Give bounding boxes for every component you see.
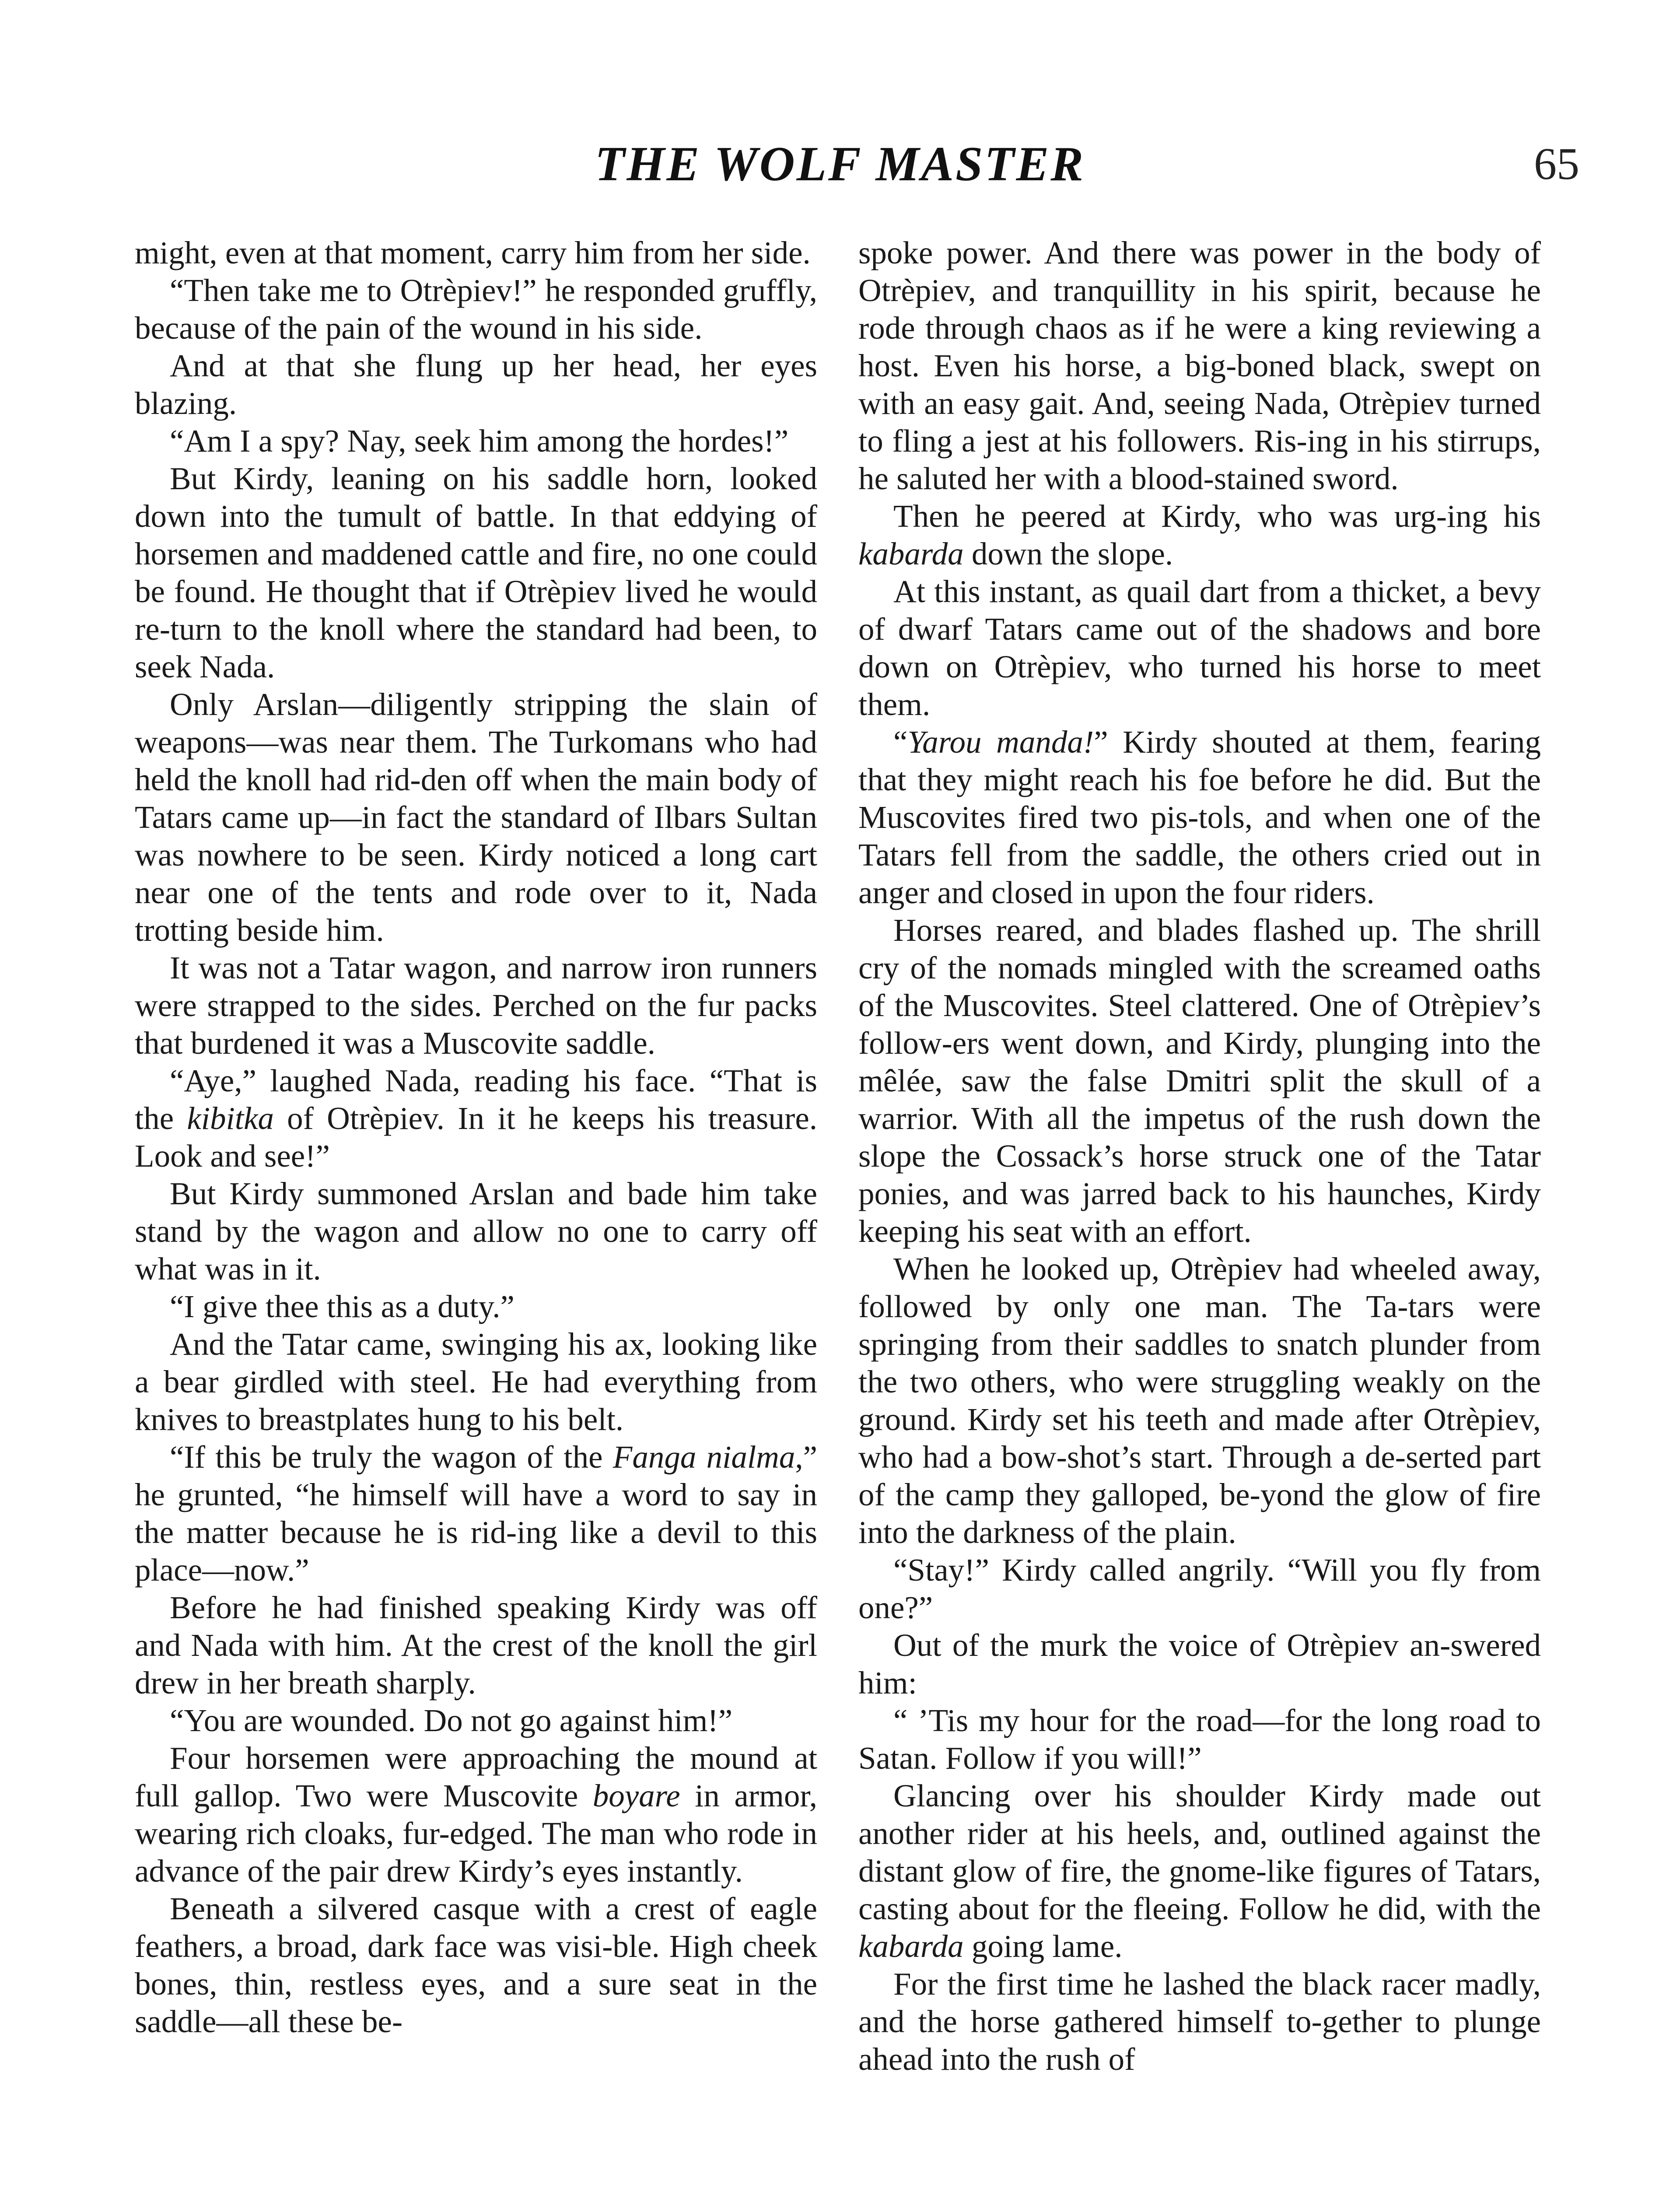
paragraph: Out of the murk the voice of Otrèpiev an-swered him: (858, 1627, 1541, 1701)
paragraph: Before he had finished speaking Kirdy was off and Nada with him. At the crest of the knoll the girl drew in her breath sharply. (135, 1590, 817, 1701)
paragraph: might, even at that moment, carry him from her side. (135, 235, 811, 270)
paragraph (858, 1777, 1541, 1965)
text-run: Four horsemen were approaching the mound at full gallop. Two were Muscovite (135, 1740, 817, 1813)
paragraph (858, 498, 1541, 573)
italic-term: kibitka (187, 1101, 274, 1136)
italic-term: kabarda (858, 1929, 964, 1964)
paragraph (858, 723, 1541, 912)
text-run: “Aye,” laughed Nada, reading his face. “That is the (135, 1063, 817, 1136)
text-run: in armor, wearing rich cloaks, fur-edged. The man who rode in advance of the pair drew Kirdy’s eyes instantly. (135, 1778, 817, 1889)
paragraph: But Kirdy, leaning on his saddle horn, looked down into the tumult of battle. In that eddying of horsemen and maddened cattle and fire, no one could be found. He thought that if Otrèpiev lived he would re-turn to the knoll where the standard had been, to seek Nada. (135, 461, 817, 684)
text-run: Glancing over his shoulder Kirdy made out another rider at his heels, and, outlined against the distant glow of fire, the gnome-like figures of Tatars, casting about for the fleeing. Follow he did, with the (858, 1778, 1541, 1926)
paragraph: Horses reared, and blades flashed up. The shrill cry of the nomads mingled with the screamed oaths of the Muscovites. Steel clattered. One of Otrèpiev’s follow-ers went down, and Kirdy, plunging into the mêlée, saw the false Dmitri split the skull of a warrior. With all the impetus of the rush down the slope the Cossack’s horse struck one of the Tatar ponies, and was jarred back to his haunches, Kirdy keeping his seat with an effort. (858, 912, 1541, 1249)
paragraph (135, 1438, 817, 1589)
paragraph: Only Arslan—diligently stripping the slain of weapons—was near them. The Turkomans who had held the knoll had rid-den off when the main body of Tatars came up—in fact the standard of Ilbars Sultan was nowhere to be seen. Kirdy noticed a long cart near one of the tents and rode over to it, Nada trotting beside him. (135, 687, 817, 948)
text-run: down the slope. (963, 536, 1173, 572)
paragraph: spoke power. And there was power in the body of Otrèpiev, and tranquillity in his spirit, because he rode through chaos as if he were a king reviewing a host. Even his horse, a big-boned black, swept on with an easy gait. And, seeing Nada, Otrèpiev turned to fling a jest at his followers. Ris-ing in his stirrups, he saluted her with a blood-stained sword. (858, 235, 1541, 496)
paragraph: It was not a Tatar wagon, and narrow iron runners were strapped to the sides. Perched on the fur packs that burdened it was a Muscovite saddle. (135, 950, 817, 1061)
italic-term: Fanga nialma (612, 1439, 795, 1475)
text-run: “ (893, 724, 908, 760)
text-run: going lame. (963, 1929, 1123, 1964)
paragraph (135, 1739, 817, 1890)
page-number: 65 (1534, 139, 1579, 189)
text-run: ,” he grunted, “he himself will have a word to say in the matter because he is rid-ing like a devil to this place—now.” (135, 1439, 818, 1588)
paragraph: At this instant, as quail dart from a thicket, a bevy of dwarf Tatars came out of the shadows and bore down on Otrèpiev, who turned his horse to meet them. (858, 574, 1541, 722)
paragraph: When he looked up, Otrèpiev had wheeled away, followed by only one man. The Ta-tars were springing from their saddles to snatch plunder from the two others, who were struggling weakly on the ground. Kirdy set his teeth and made after Otrèpiev, who had a bow-shot’s start. Through a de-serted part of the camp they galloped, be-yond the glow of fire into the darkness of the plain. (858, 1251, 1541, 1550)
text-run: of Otrèpiev. In it he keeps his treasure. Look and see!” (135, 1101, 817, 1174)
text-run: Then he peered at Kirdy, who was urg-ing his (893, 498, 1541, 534)
italic-term: kabarda (858, 536, 964, 572)
italic-term: boyare (592, 1778, 680, 1813)
paragraph: Beneath a silvered casque with a crest of eagle feathers, a broad, dark face was visi-ble. High cheek bones, thin, restless eyes, and a sure seat in the saddle—all these be- (135, 1891, 817, 2039)
running-head (0, 131, 1680, 197)
left-column (135, 234, 817, 2041)
paragraph: “ ’Tis my hour for the road—for the long road to Satan. Follow if you will!” (858, 1703, 1541, 1776)
text-run: ” Kirdy shouted at them, fearing that they might reach his foe before he did. But the Muscovites fired two pis-tols, and when one of the Tatars fell from the saddle, the others cried out in anger and closed in upon the four riders. (858, 724, 1541, 910)
paragraph: “Stay!” Kirdy called angrily. “Will you fly from one?” (858, 1552, 1541, 1625)
paragraph: And at that she flung up her head, her eyes blazing. (135, 348, 817, 421)
paragraph: For the first time he lashed the black racer madly, and the horse gathered himself to-gether to plunge ahead into the rush of (858, 1966, 1541, 2077)
paragraph: “I give thee this as a duty.” (170, 1289, 514, 1324)
paragraph: “Then take me to Otrèpiev!” he responded gruffly, because of the pain of the wound in his side. (135, 273, 817, 346)
right-column (858, 234, 1541, 2078)
italic-term: Yarou manda! (907, 724, 1094, 760)
running-title: THE WOLF MASTER (595, 137, 1085, 191)
paragraph: And the Tatar came, swinging his ax, looking like a bear girdled with steel. He had everything from knives to breastplates hung to his belt. (135, 1326, 817, 1437)
paragraph (135, 1062, 817, 1175)
paragraph: “You are wounded. Do not go against him!” (170, 1703, 733, 1738)
text-run: “If this be truly the wagon of the (170, 1439, 613, 1475)
paragraph: “Am I a spy? Nay, seek him among the hordes!” (170, 423, 789, 459)
paragraph: But Kirdy summoned Arslan and bade him take stand by the wagon and allow no one to carry off what was in it. (135, 1176, 817, 1287)
